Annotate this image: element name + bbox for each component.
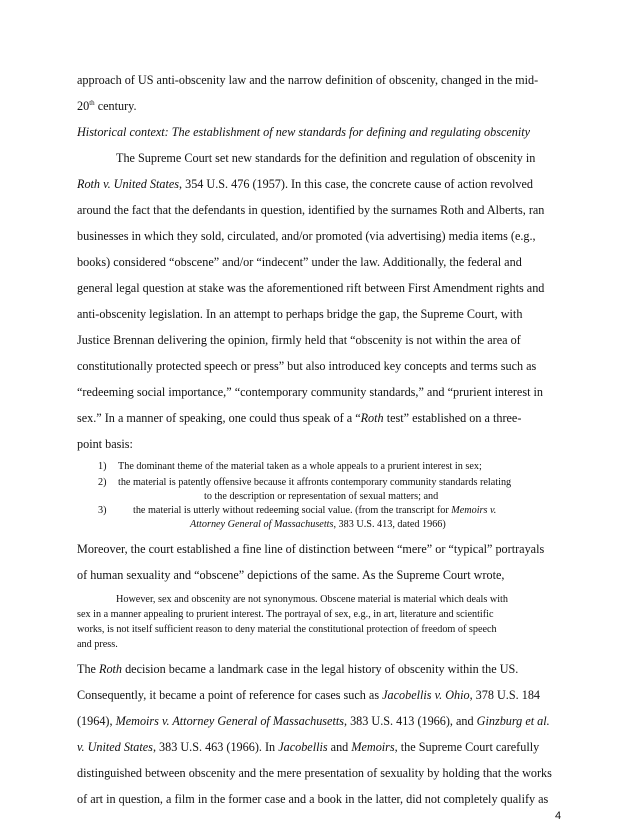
case-name: Roth	[99, 662, 123, 676]
paragraph-line	[77, 203, 544, 218]
paragraph-line	[77, 229, 536, 244]
case-name: Jacobellis	[278, 740, 328, 754]
text: sex.” In a manner of speaking, one could thus speak of a “	[77, 411, 361, 425]
case-name: Ginzburg et al.	[476, 714, 550, 728]
section-heading	[77, 125, 530, 140]
list-number: 2)	[98, 477, 107, 488]
quote-line: sex in a manner appealing to prurient interest. The portrayal of sex, e.g., in art, literature and scientific	[77, 609, 494, 620]
text: and	[327, 740, 352, 754]
quote-line: However, sex and obscenity are not synonymous. Obscene material is material which deals with	[116, 594, 508, 605]
paragraph-line	[77, 177, 533, 192]
paragraph-line	[77, 307, 522, 322]
paragraph-line	[77, 568, 504, 583]
text: books) considered “obscene” and/or “indecent” under the law. Additionally, the federal and	[77, 255, 522, 269]
text: century.	[94, 99, 137, 113]
paragraph-line	[77, 662, 518, 677]
paragraph-line	[77, 542, 544, 557]
paragraph-line	[77, 281, 544, 296]
text: approach of US anti-obscenity law and the narrow definition of obscenity, changed in the mid-	[77, 73, 539, 87]
paragraph-line	[77, 99, 137, 114]
text: Justice Brennan delivering the opinion, firmly held that “obscenity is not within the area of	[77, 333, 521, 347]
heading-text: Historical context: The establishment of new standards for defining and regulating obscenity	[77, 125, 531, 139]
text: “redeeming social importance,” “contemporary community standards,” and “prurient interest in	[77, 385, 543, 399]
text: the material is utterly without redeeming social value. (from the transcript for	[133, 505, 452, 516]
paragraph-line	[77, 792, 548, 807]
text: The Supreme Court set new standards for the definition and regulation of obscenity in	[116, 151, 536, 165]
list-item-continued: to the description or representation of sexual matters; and	[204, 491, 439, 502]
case-name: Roth v. United States	[77, 177, 179, 191]
case-name: Roth	[360, 411, 384, 425]
paragraph-line	[77, 411, 521, 426]
text: The	[77, 662, 99, 676]
page-number: 4	[555, 810, 562, 822]
text: around the fact that the defendants in question, identified by the surnames Roth and Alberts, ran	[77, 203, 545, 217]
list-item: The dominant theme of the material taken as a whole appeals to a prurient interest in sex;	[118, 461, 482, 472]
case-name: v. United States	[77, 740, 153, 754]
paragraph-line	[77, 359, 536, 374]
case-name: Memoirs	[351, 740, 395, 754]
quote-line: and press.	[77, 639, 118, 650]
text: Consequently, it became a point of reference for cases such as	[77, 688, 383, 702]
text: (1964),	[77, 714, 116, 728]
text: point basis:	[77, 437, 133, 451]
paragraph-line	[77, 766, 552, 781]
list-item-continued	[190, 519, 446, 530]
text: , the Supreme Court carefully	[394, 740, 540, 754]
quote-line: works, is not itself sufficient reason to deny material the constitutional protection of freedom of speech	[77, 624, 497, 635]
text: , 383 U.S. 413, dated 1966)	[333, 519, 446, 530]
list-number: 3)	[98, 505, 107, 516]
list-number: 1)	[98, 461, 107, 472]
paragraph-line	[77, 73, 538, 88]
text: test” established on a three-	[383, 411, 522, 425]
text: of human sexuality and “obscene” depictions of the same. As the Supreme Court wrote,	[77, 568, 505, 582]
case-name: Jacobellis v. Ohio,	[382, 688, 473, 702]
text: general legal question at stake was the aforementioned rift between First Amendment rights and	[77, 281, 545, 295]
text: anti-obscenity legislation. In an attempt to perhaps bridge the gap, the Supreme Court, with	[77, 307, 523, 321]
text: 378 U.S. 184	[472, 688, 541, 702]
text: , 383 U.S. 463 (1966). In	[152, 740, 279, 754]
case-name: Memoirs v.	[451, 505, 497, 516]
text: businesses in which they sold, circulated, and/or promoted (via advertising) media items (e.g.,	[77, 229, 536, 243]
text: Moreover, the court established a fine line of distinction between “mere” or “typical” portrayals	[77, 542, 545, 556]
paragraph-line	[77, 688, 540, 703]
paragraph-line	[77, 255, 522, 270]
case-name: Memoirs v. Attorney General of Massachusetts	[115, 714, 344, 728]
text: constitutionally protected speech or press” but also introduced key concepts and terms such as	[77, 359, 537, 373]
text: decision became a landmark case in the legal history of obscenity within the US.	[122, 662, 519, 676]
text: distinguished between obscenity and the mere presentation of sexuality by holding that the works	[77, 766, 552, 780]
paragraph-line	[77, 740, 539, 755]
text: 20	[77, 99, 90, 113]
case-name: Attorney General of Massachusetts	[190, 519, 334, 530]
list-item: the material is patently offensive because it affronts contemporary community standards relating	[118, 477, 512, 488]
paragraph-line	[77, 333, 521, 348]
paragraph-line	[116, 151, 535, 166]
text: , 354 U.S. 476 (1957). In this case, the concrete cause of action revolved	[179, 177, 534, 191]
text: of art in question, a film in the former case and a book in the latter, did not completely qualify as	[77, 792, 549, 806]
text: , 383 U.S. 413 (1966), and	[343, 714, 477, 728]
superscript: th	[89, 98, 95, 107]
paragraph-line	[77, 437, 133, 452]
list-item	[133, 505, 496, 516]
paragraph-line	[77, 714, 550, 729]
paragraph-line	[77, 385, 543, 400]
